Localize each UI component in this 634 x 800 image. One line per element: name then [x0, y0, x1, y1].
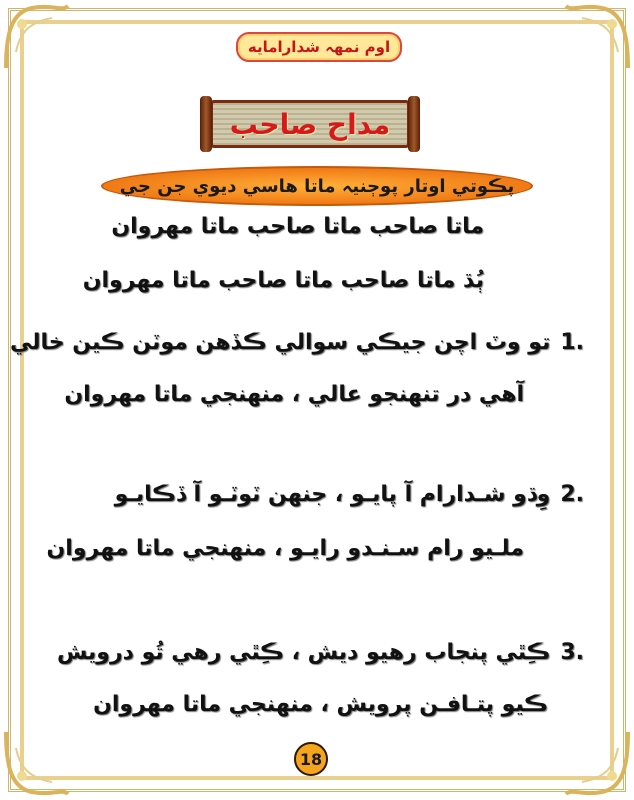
corner-ornament-icon	[562, 728, 632, 798]
verse-2-line-2: ملـيو رام سـنـدو رايـو ، منهنجي ماتا مهروان	[46, 536, 524, 561]
title-scroll	[200, 96, 420, 152]
verse-3-line-2: ڪيو پتـافـن پرويش ، منهنجي ماتا مهروان	[93, 692, 548, 717]
refrain-line-2: ٻُڌ ماتا صاحب ماتا صاحب ماتا مهروان	[82, 268, 484, 293]
subtitle-banner: پڪوتي اوتار پوڄنيہ ماتا هاسي ديوي جن جي	[101, 166, 533, 206]
verse-number: 1.	[560, 330, 584, 355]
verse-3-line-1	[57, 640, 584, 665]
verse-text: وِڌو شـدارام آ پايـو ، جنهن ٽوٽـو آ ڏڪايـو	[114, 482, 551, 507]
verse-2-line-1	[115, 482, 584, 507]
page-title: مداح صاحب	[229, 107, 391, 141]
verse-number: 3.	[560, 640, 584, 665]
verse-text: تو وٽ اچن جيڪي سوالي ڪڏهن موٽن ڪين خالي	[9, 330, 551, 355]
verse-text: ڪِٿي پنجاب رهيو ديش ، ڪِٿي رهي تُو درويش	[56, 640, 551, 665]
corner-ornament-icon	[2, 2, 72, 72]
refrain-line-1: ماتا صاحب ماتا صاحب ماتا مهروان	[111, 214, 484, 239]
corner-ornament-icon	[2, 728, 72, 798]
verse-number: 2.	[560, 482, 584, 507]
verse-1-line-1	[10, 330, 584, 355]
header-label: اوم نمهہ شدارامایه	[236, 32, 402, 62]
verse-1-line-2: آهي در تنهنجو عالي ، منهنجي ماتا مهروان	[64, 382, 524, 407]
page-number-badge: 18	[294, 742, 328, 776]
corner-ornament-icon	[562, 2, 632, 72]
